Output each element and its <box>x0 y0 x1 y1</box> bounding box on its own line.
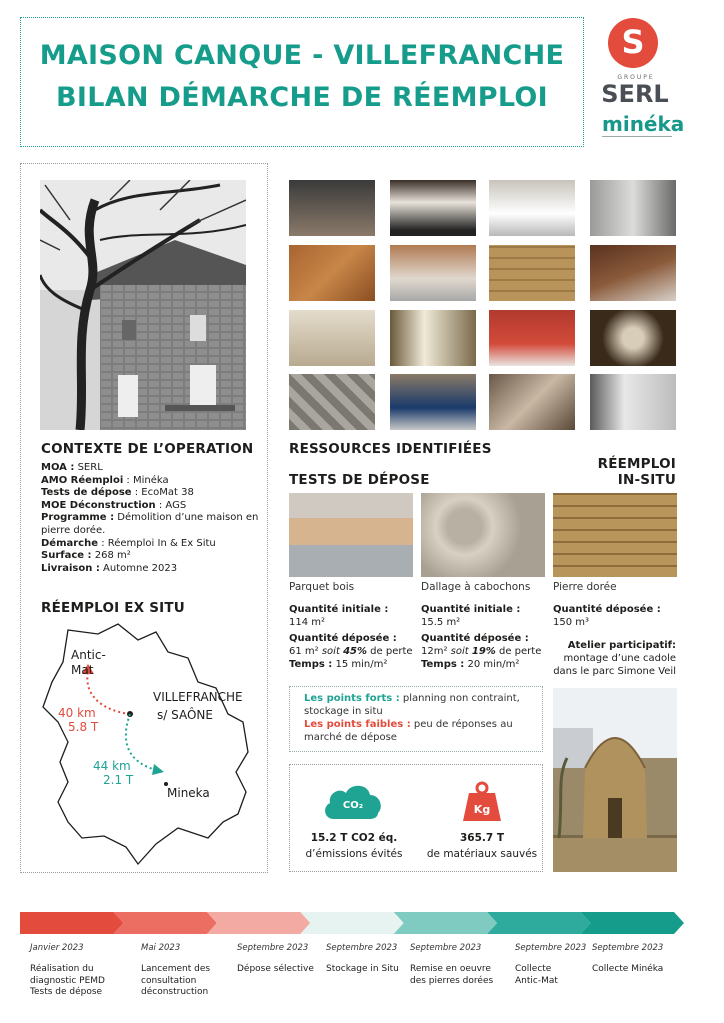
photo-parquet <box>289 245 375 301</box>
context-row-surface <box>41 550 261 563</box>
context-value: Automne 2023 <box>99 562 178 574</box>
house-illustration <box>40 180 246 430</box>
photo-bathroom <box>390 374 476 430</box>
context-label: Tests de dépose <box>41 487 132 499</box>
kg-icon-label: Kg <box>473 803 491 816</box>
serl-name: SERL <box>601 80 669 108</box>
timeline-segment <box>300 912 403 934</box>
context-row-livraison <box>41 563 261 576</box>
test1-temps-label: Temps : <box>289 659 333 670</box>
photo-fireplace <box>390 180 476 236</box>
photo-arched-window <box>590 310 676 366</box>
test1-temps-value: 15 min/m² <box>332 659 388 670</box>
insitu-qdep-label: Quantité déposée : <box>553 604 661 615</box>
context-value: : Minéka <box>123 474 169 486</box>
timeline-date: Mai 2023 <box>141 943 181 953</box>
context-row-amo <box>41 475 261 488</box>
test2-qdep-soit: soit <box>450 646 472 657</box>
context-label: Programme : <box>41 512 115 524</box>
context-label: MOA : <box>41 462 75 473</box>
photo-wardrobe <box>590 374 676 430</box>
context-label: Démarche <box>41 537 99 549</box>
test1-qdep-soit: soit <box>321 646 344 657</box>
test1-qdep-label: Quantité déposée : <box>289 633 397 644</box>
mineka-tagline-rule <box>602 136 672 139</box>
context-value: : EcoMat 38 <box>131 487 194 499</box>
timeline-step-text: Remise en oeuvre des pierres dorées <box>410 964 494 986</box>
map-label-saone: s/ SAÔNE <box>157 708 213 722</box>
test1-qdep-pct: 45% <box>343 646 367 657</box>
test2-caption: Dallage à cabochons <box>421 581 531 593</box>
context-row-programme <box>41 512 261 537</box>
weight-kg-icon <box>461 781 503 823</box>
serl-logo <box>598 18 678 108</box>
context-row-tests <box>41 487 261 500</box>
page-subtitle: BILAN DÉMARCHE DE RÉEMPLOI <box>55 82 549 113</box>
map-label-mineka: Mineka <box>167 786 210 800</box>
timeline-segment <box>394 912 497 934</box>
insitu-heading <box>560 456 676 488</box>
co2-text: d’émissions évités <box>305 848 403 860</box>
mineka-name: minéka <box>602 112 685 136</box>
route1-km: 40 km <box>58 706 96 720</box>
photo-window <box>590 180 676 236</box>
test1-qdep-value: 61 m² <box>289 646 322 657</box>
resources-heading: RESSOURCES IDENTIFIÉES <box>289 441 492 457</box>
timeline-date: Septembre 2023 <box>237 943 309 953</box>
map-label-antic-mat: Antic- Mat <box>71 648 106 677</box>
context-row-moe <box>41 500 261 513</box>
photo-red-wall <box>489 310 575 366</box>
points-faibles-text: peu de réponses au marché de dépose <box>304 719 513 743</box>
test2-qdep-value: 12m² <box>421 646 451 657</box>
insitu-details <box>553 603 677 629</box>
timeline-segment <box>20 912 123 934</box>
test1-details <box>289 603 419 671</box>
test2-temps-label: Temps : <box>421 659 465 670</box>
photo-roof-frame <box>590 245 676 301</box>
timeline-date: Janvier 2023 <box>30 943 84 953</box>
test2-qdep-label: Quantité déposée : <box>421 633 529 644</box>
atelier-label: Atelier participatif: <box>567 640 676 651</box>
timeline-segment <box>113 912 216 934</box>
photo-parquet-test <box>289 493 413 577</box>
context-label: MOE Déconstruction <box>41 499 156 511</box>
serl-logo-icon: S <box>608 18 658 68</box>
timeline-segment <box>207 912 310 934</box>
route2-tonnes: 2.1 T <box>103 773 134 787</box>
insitu-heading-line1: RÉEMPLOI <box>597 456 676 472</box>
photo-tiles <box>289 374 375 430</box>
points-forts-text: planning non contraint, stockage in situ <box>304 693 520 717</box>
insitu-caption: Pierre dorée <box>553 581 617 593</box>
timeline-step-text: Lancement des consultation déconstruction <box>141 964 211 997</box>
title-box <box>20 17 584 147</box>
context-value: : AGS <box>155 499 187 511</box>
timeline-segment <box>581 912 684 934</box>
insitu-qdep-value: 150 m³ <box>553 617 590 628</box>
test2-qdep-pct: 19% <box>471 646 496 657</box>
photo-pierre-doree <box>553 493 677 577</box>
context-row-moa <box>41 462 261 475</box>
photo-ceiling <box>289 310 375 366</box>
photo-sink <box>489 180 575 236</box>
test1-qinit-value: 114 m² <box>289 617 326 628</box>
timeline-step-text: Réalisation du diagnostic PEMD Tests de dépose <box>30 964 105 997</box>
photo-stone-wall <box>489 245 575 301</box>
timeline-bar <box>20 912 684 934</box>
test1-caption: Parquet bois <box>289 581 355 593</box>
timeline-date: Septembre 2023 <box>592 943 664 953</box>
photo-radiator <box>390 245 476 301</box>
photo-staircase <box>289 180 375 236</box>
context-label: Surface : <box>41 550 92 562</box>
context-heading: CONTEXTE DE L’OPERATION <box>41 441 254 457</box>
cadole-illustration <box>553 688 677 872</box>
atelier-text: montage d’une cadole dans le parc Simone Veil <box>553 653 676 677</box>
map-label-villefranche: VILLEFRANCHE <box>153 690 243 704</box>
context-list <box>41 462 261 575</box>
ex-situ-heading: RÉEMPLOI EX SITU <box>41 600 185 616</box>
context-row-demarche <box>41 538 261 551</box>
co2-value: 15.2 T CO2 éq. <box>310 832 398 844</box>
test2-qdep-post: de perte <box>495 646 542 657</box>
mineka-logo <box>598 112 685 142</box>
timeline-step-text: Collecte Antic-Mat <box>515 964 558 986</box>
co2-icon-label: CO₂ <box>342 800 364 811</box>
photo-cadole <box>553 688 677 872</box>
tests-heading: TESTS DE DÉPOSE <box>289 472 430 488</box>
insitu-heading-line2: IN-SITU <box>617 472 676 488</box>
timeline-segment <box>487 912 590 934</box>
timeline-step-text: Dépose sélective <box>237 964 314 974</box>
kg-text: de matériaux sauvés <box>426 848 538 860</box>
context-label: Livraison : <box>41 562 100 574</box>
points-box <box>289 686 543 752</box>
test2-qinit-value: 15.5 m² <box>421 617 461 628</box>
atelier-block <box>548 639 676 678</box>
photo-debris <box>489 374 575 430</box>
context-value: 268 m² <box>91 550 131 562</box>
test2-qinit-label: Quantité initiale : <box>421 604 521 615</box>
timeline-date: Septembre 2023 <box>515 943 587 953</box>
context-label: AMO Réemploi <box>41 474 124 486</box>
serl-groupe-label: GROUPE <box>617 74 655 81</box>
timeline-date: Septembre 2023 <box>326 943 398 953</box>
timeline-date: Septembre 2023 <box>410 943 482 953</box>
route1-tonnes: 5.8 T <box>68 720 99 734</box>
context-value: Démolition d’une maison en pierre dorée. <box>41 512 259 536</box>
photo-door <box>390 310 476 366</box>
test1-qinit-label: Quantité initiale : <box>289 604 389 615</box>
context-value: : Réemploi In & Ex Situ <box>98 537 216 549</box>
points-faibles-label: Les points faibles : <box>304 719 411 730</box>
test2-temps-value: 20 min/m² <box>464 659 520 670</box>
test1-qdep-post: de perte <box>367 646 413 657</box>
photo-cabochons-test <box>421 493 545 577</box>
page-title: MAISON CANQUE - VILLEFRANCHE <box>39 40 565 71</box>
timeline-step-text: Stockage in Situ <box>326 964 399 974</box>
context-value: SERL <box>74 462 103 473</box>
timeline-step-text: Collecte Minéka <box>592 964 664 974</box>
route2-km: 44 km <box>93 759 131 773</box>
house-photo <box>40 180 246 430</box>
kg-value: 365.7 T <box>459 832 505 844</box>
points-forts-label: Les points forts : <box>304 693 400 704</box>
test2-details <box>421 603 551 671</box>
